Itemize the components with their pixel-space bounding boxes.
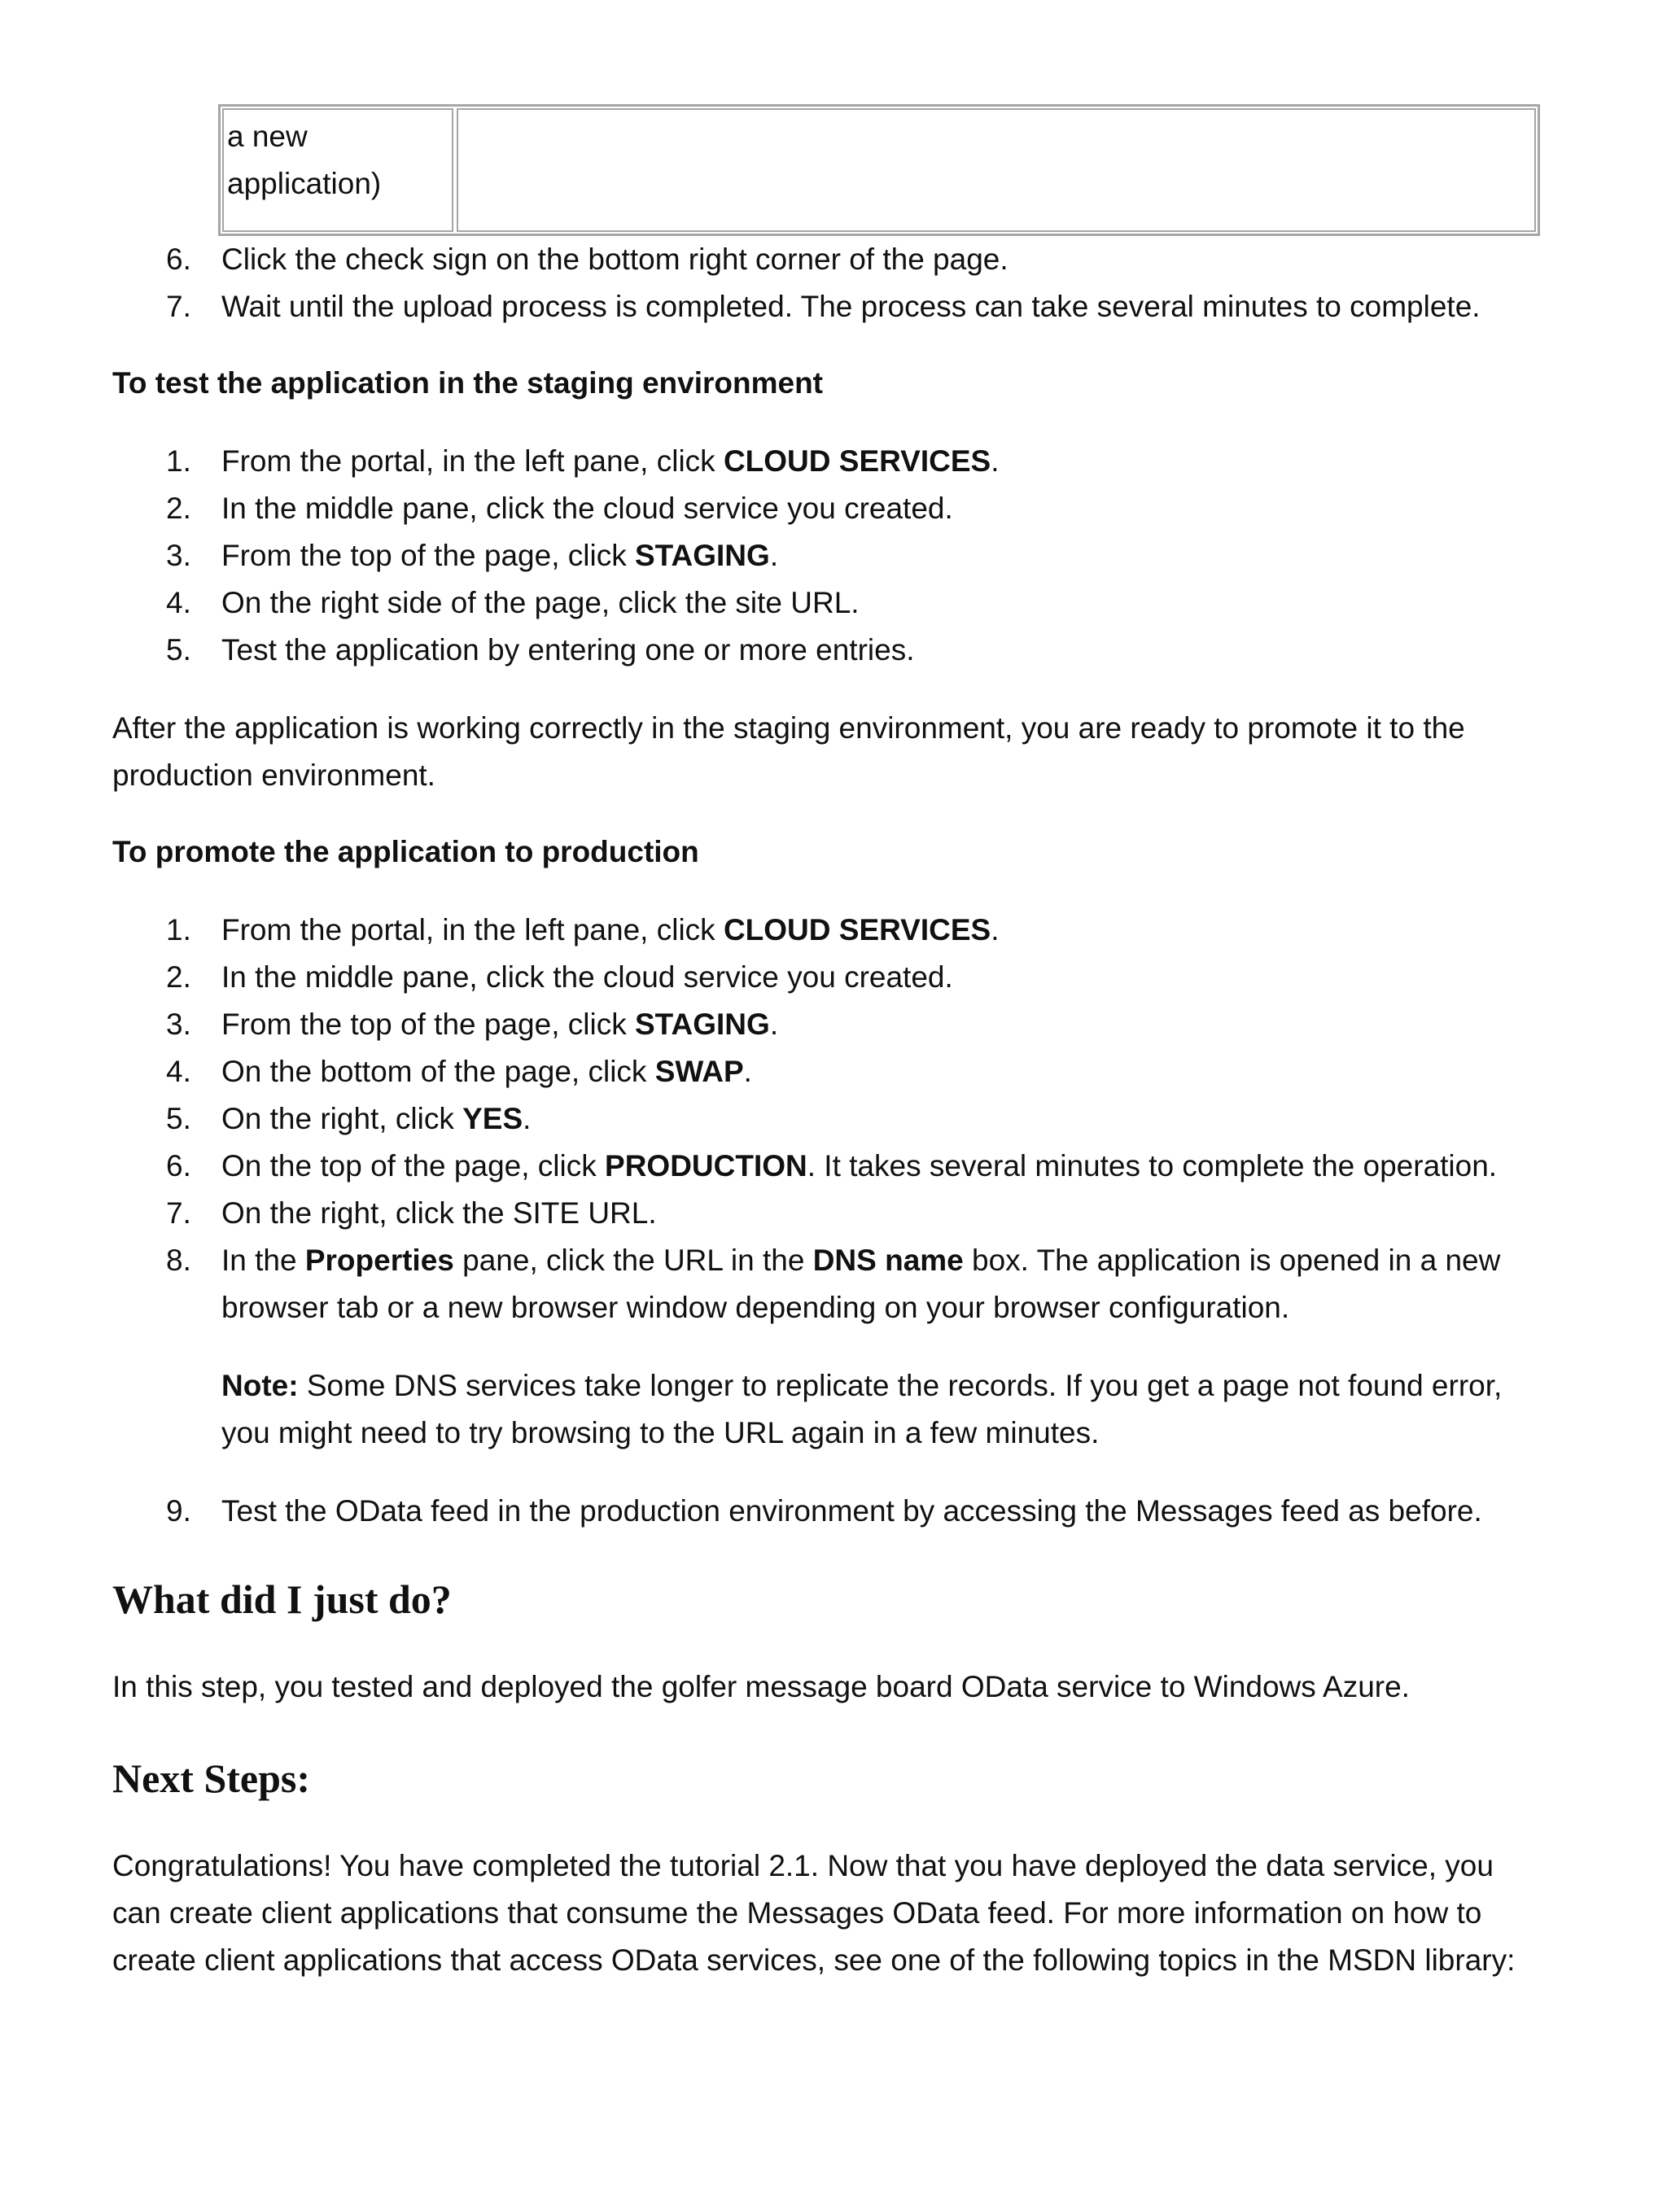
list-text: From the portal, in the left pane, click <box>221 913 724 946</box>
list-number: 1. <box>166 444 191 478</box>
list-text-post: . <box>769 539 779 572</box>
list-text: In the <box>221 1244 305 1277</box>
list-text: From the portal, in the left pane, click <box>221 444 724 478</box>
list-text-post: . <box>743 1055 752 1088</box>
list-bold: DNS name <box>812 1244 964 1277</box>
staging-summary-paragraph: After the application is working correctly in the staging environment, you are ready to promote it to the production environment. <box>112 711 1465 792</box>
note-paragraph <box>221 1362 1540 1457</box>
production-steps-list-continued <box>0 1488 1667 1535</box>
list-item <box>0 954 1667 1001</box>
list-item <box>0 485 1667 532</box>
list-text: On the right, click <box>221 1102 463 1135</box>
list-item <box>0 1488 1667 1535</box>
list-number: 3. <box>166 539 191 572</box>
table-cell-right <box>457 108 1536 232</box>
list-text: Click the check sign on the bottom right corner of the page. <box>221 243 1009 276</box>
what-did-i-do-text: In this step, you tested and deployed the golfer message board OData service to Windows Azure. <box>112 1670 1410 1703</box>
list-bold: Properties <box>304 1244 454 1277</box>
list-item <box>0 236 1667 283</box>
list-number: 6. <box>166 1149 191 1183</box>
table-cell-line: application) <box>227 167 382 200</box>
list-text: On the right, click the SITE URL. <box>221 1196 657 1230</box>
what-did-i-do-heading: What did I just do? <box>112 1576 452 1622</box>
list-text: pane, click the URL in the <box>453 1244 813 1277</box>
list-item <box>0 1237 1667 1331</box>
list-item <box>0 438 1667 485</box>
list-number: 1. <box>166 913 191 946</box>
list-text: Test the application by entering one or more entries. <box>221 633 915 667</box>
list-bold: YES <box>462 1102 523 1135</box>
list-text: Wait until the upload process is completed. The process can take several minutes to complete. <box>221 290 1481 323</box>
list-text: On the top of the page, click <box>221 1149 606 1183</box>
list-item <box>0 1190 1667 1237</box>
list-item <box>0 627 1667 674</box>
next-steps-heading: Next Steps: <box>112 1755 311 1801</box>
upload-steps-list <box>0 236 1667 330</box>
list-number: 4. <box>166 586 191 619</box>
next-steps-text: Congratulations! You have completed the tutorial 2.1. Now that you have deployed the data service, you can create client applications that consume the Messages OData feed. For more information on how to create client applications that access OData services, see one of the following topics in the MSDN library: <box>112 1849 1516 1977</box>
production-heading: To promote the application to production <box>112 835 699 868</box>
note-text: Some DNS services take longer to replicate the records. If you get a page not found error, you might need to try browsing to the URL again in a few minutes. <box>221 1369 1503 1449</box>
note-label: Note: <box>221 1369 299 1402</box>
list-text: box. The application is opened in a new browser tab or a new browser window depending on your browser configuration. <box>221 1244 1501 1324</box>
list-number: 8. <box>166 1244 191 1277</box>
list-item <box>0 907 1667 954</box>
list-bold: PRODUCTION <box>605 1149 807 1183</box>
table-cell-line: a new <box>227 120 308 153</box>
list-item <box>0 283 1667 330</box>
list-item <box>0 1001 1667 1048</box>
list-text: In the middle pane, click the cloud service you created. <box>221 492 953 525</box>
list-bold: SWAP <box>654 1055 744 1088</box>
list-text-post: . <box>991 444 1000 478</box>
list-bold: CLOUD SERVICES <box>723 913 991 946</box>
table-fragment <box>218 104 1540 236</box>
list-bold: CLOUD SERVICES <box>723 444 991 478</box>
list-item <box>0 532 1667 579</box>
staging-heading: To test the application in the staging environment <box>112 366 823 400</box>
production-steps-list <box>0 907 1667 1331</box>
table-cell-left <box>222 108 453 232</box>
list-bold: STAGING <box>634 539 770 572</box>
list-item <box>0 579 1667 627</box>
list-number: 9. <box>166 1494 191 1528</box>
list-number: 2. <box>166 960 191 994</box>
list-text-post: . <box>991 913 1000 946</box>
list-text: From the top of the page, click <box>221 1008 635 1041</box>
list-item <box>0 1048 1667 1095</box>
staging-steps-list <box>0 438 1667 674</box>
list-number: 4. <box>166 1055 191 1088</box>
list-bold: STAGING <box>634 1008 770 1041</box>
list-text-post: . It takes several minutes to complete the operation. <box>807 1149 1498 1183</box>
list-number: 7. <box>166 1196 191 1230</box>
list-text: On the bottom of the page, click <box>221 1055 655 1088</box>
list-item <box>0 1143 1667 1190</box>
list-number: 2. <box>166 492 191 525</box>
list-text-post: . <box>523 1102 532 1135</box>
list-number: 7. <box>166 290 191 323</box>
list-text: From the top of the page, click <box>221 539 635 572</box>
list-text: Test the OData feed in the production environment by accessing the Messages feed as before. <box>221 1494 1482 1528</box>
list-text-post: . <box>769 1008 779 1041</box>
list-number: 6. <box>166 243 191 276</box>
list-text: On the right side of the page, click the site URL. <box>221 586 860 619</box>
list-item <box>0 1095 1667 1143</box>
list-number: 5. <box>166 633 191 667</box>
list-number: 5. <box>166 1102 191 1135</box>
list-text: In the middle pane, click the cloud service you created. <box>221 960 953 994</box>
list-number: 3. <box>166 1008 191 1041</box>
